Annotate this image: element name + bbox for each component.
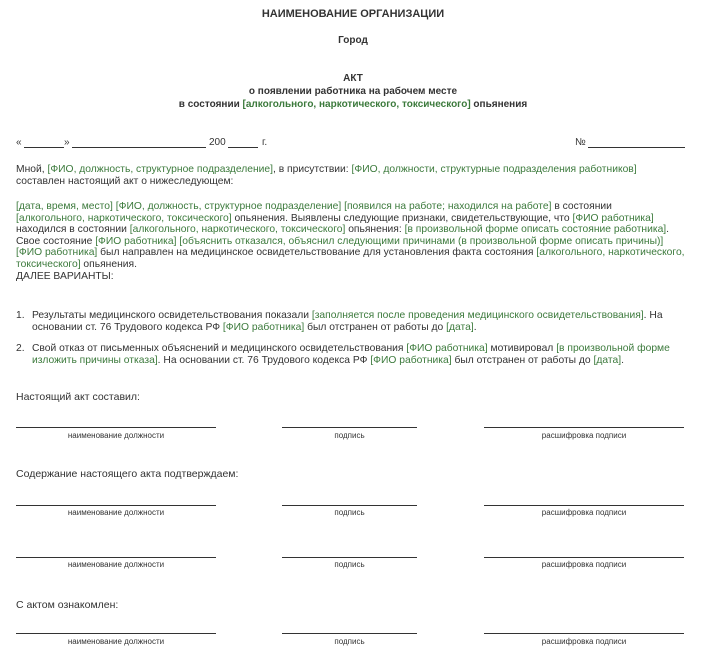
caption-sign-1: подпись — [334, 431, 365, 440]
variant-2-field-employee: [ФИО работника] — [406, 343, 488, 354]
variant-1-text-3: был отстранен от работы до — [304, 321, 447, 333]
variant-2-field-employee-2: [ФИО работника] — [370, 354, 452, 366]
signature-line-position-1[interactable] — [16, 427, 216, 428]
field-intoxication-type-2: [алкогольного, наркотического, токсического] — [129, 224, 346, 236]
variant-2-field-reasons: [в произвольной форме изложить причины отказа] — [32, 343, 670, 366]
act-title: АКТ — [343, 73, 363, 84]
act-subtitle-line1: о появлении работника на рабочем месте — [248, 86, 458, 97]
caption-position-2: наименование должности — [67, 508, 165, 517]
variant-2-text-1: Свой отказ от письменных объяснений и медицинского освидетельствования — [32, 343, 407, 354]
field-date-time-place: [дата, время, место] — [16, 201, 113, 212]
date-quote-close: » — [64, 137, 70, 148]
variant-1-field-employee: [ФИО работника] — [222, 321, 305, 333]
caption-decode-3: расшифровка подписи — [541, 560, 627, 569]
subtitle-prefix: в состоянии — [178, 99, 243, 110]
variant-1-field-results: [заполняется после проведения медицинского освидетельствования] — [311, 310, 644, 321]
caption-decode-1: расшифровка подписи — [541, 431, 627, 440]
variant-1-field-date: [дата] — [446, 321, 474, 333]
variant-1-text-4: . — [473, 321, 477, 333]
subtitle-suffix: опьянения — [470, 99, 528, 110]
act-subtitle-line2 — [0, 99, 706, 110]
caption-decode-4: расшифровка подписи — [541, 637, 627, 646]
body-text-3: находился в состоянии — [16, 224, 130, 236]
body-text-7: опьянения. — [80, 258, 137, 270]
caption-position-1: наименование должности — [67, 431, 165, 440]
body-text-6: был направлен на медицинское освидетельствование для установления факта состояния — [97, 247, 537, 259]
caption-sign-4: подпись — [334, 637, 365, 646]
body-text-1: в состоянии — [551, 201, 612, 212]
date-day-line — [24, 147, 64, 148]
organization-name: НАИМЕНОВАНИЕ ОРГАНИЗАЦИИ — [261, 8, 445, 20]
signature-line-decode-2[interactable] — [484, 505, 684, 506]
number-line — [588, 147, 685, 148]
caption-position-4: наименование должности — [67, 637, 165, 646]
signature-line-sign-4[interactable] — [282, 633, 417, 634]
field-appeared: [появился на работе; находился на работе] — [344, 201, 552, 212]
subtitle-bracket: [алкогольного, наркотического, токсического] — [242, 99, 471, 110]
signature-line-sign-1[interactable] — [282, 427, 417, 428]
signature-line-position-4[interactable] — [16, 633, 216, 634]
variant-2 — [16, 343, 687, 366]
city: Город — [338, 35, 368, 46]
caption-sign-3: подпись — [334, 560, 365, 569]
signature-line-decode-4[interactable] — [484, 633, 684, 634]
variant-1-number: 1. — [16, 310, 25, 321]
date-year: 200 — [209, 137, 226, 148]
field-describe-state: [в произвольной форме описать состояние работника] — [404, 224, 667, 236]
body-paragraph — [16, 201, 692, 282]
date-year-suffix: г. — [262, 137, 268, 148]
variant-2-text-4: был отстранен от работы до — [451, 354, 594, 366]
date-quote-open: « — [16, 137, 22, 148]
signature-line-position-3[interactable] — [16, 557, 216, 558]
signature-line-position-2[interactable] — [16, 505, 216, 506]
intro-text-3: составлен настоящий акт о нижеследующем: — [16, 175, 234, 187]
intro-field-witnesses: [ФИО, должности, структурные подразделения работников] — [351, 164, 637, 175]
compiled-label: Настоящий акт составил: — [16, 391, 140, 403]
variants-heading: ДАЛЕЕ ВАРИАНТЫ: — [16, 270, 114, 282]
field-intoxication-type-3: [алкогольного, наркотического, токсического] — [16, 247, 685, 270]
field-employee-name: [ФИО работника] — [572, 212, 654, 224]
number-sign: № — [575, 137, 586, 148]
field-explanation: [объяснить отказался, объяснил следующими причинами (в произвольной форме описать причины)] — [179, 235, 664, 247]
body-text-4: опьянения: — [345, 224, 405, 236]
variant-1-text-2: . На основании ст. 76 Трудового кодекса РФ — [32, 310, 663, 333]
variant-2-text-2: мотивировал — [487, 343, 557, 354]
date-month-line — [72, 147, 206, 148]
field-employee-name-3: [ФИО работника] — [16, 247, 98, 259]
intro-paragraph — [16, 164, 692, 187]
variant-1-text-1: Результаты медицинского освидетельствования показали — [32, 310, 312, 321]
signature-line-sign-3[interactable] — [282, 557, 417, 558]
field-employee: [ФИО, должность, структурное подразделение] — [115, 201, 342, 212]
variant-2-text-3: . На основании ст. 76 Трудового кодекса РФ — [157, 354, 371, 366]
body-text-2: опьянения. Выявлены следующие признаки, свидетельствующие, что — [231, 212, 573, 224]
intro-text-1: Мной, — [16, 164, 48, 175]
body-text-5: . Свое состояние — [16, 224, 670, 247]
field-intoxication-type: [алкогольного, наркотического, токсического] — [16, 212, 232, 224]
caption-position-3: наименование должности — [67, 560, 165, 569]
acquainted-label: С актом ознакомлен: — [16, 599, 119, 611]
signature-line-sign-2[interactable] — [282, 505, 417, 506]
intro-field-author: [ФИО, должность, структурное подразделение] — [47, 164, 273, 175]
caption-decode-2: расшифровка подписи — [541, 508, 627, 517]
variant-1 — [16, 310, 687, 333]
intro-text-2: , в присутствии: — [272, 164, 352, 175]
variant-2-number: 2. — [16, 343, 25, 354]
signature-line-decode-3[interactable] — [484, 557, 684, 558]
signature-line-decode-1[interactable] — [484, 427, 684, 428]
caption-sign-2: подпись — [334, 508, 365, 517]
variant-2-text-5: . — [621, 354, 624, 366]
date-year-line — [228, 147, 258, 148]
variant-2-field-date: [дата] — [593, 354, 622, 366]
confirm-label: Содержание настоящего акта подтверждаем: — [16, 468, 239, 480]
field-employee-name-2: [ФИО работника] — [95, 235, 177, 247]
